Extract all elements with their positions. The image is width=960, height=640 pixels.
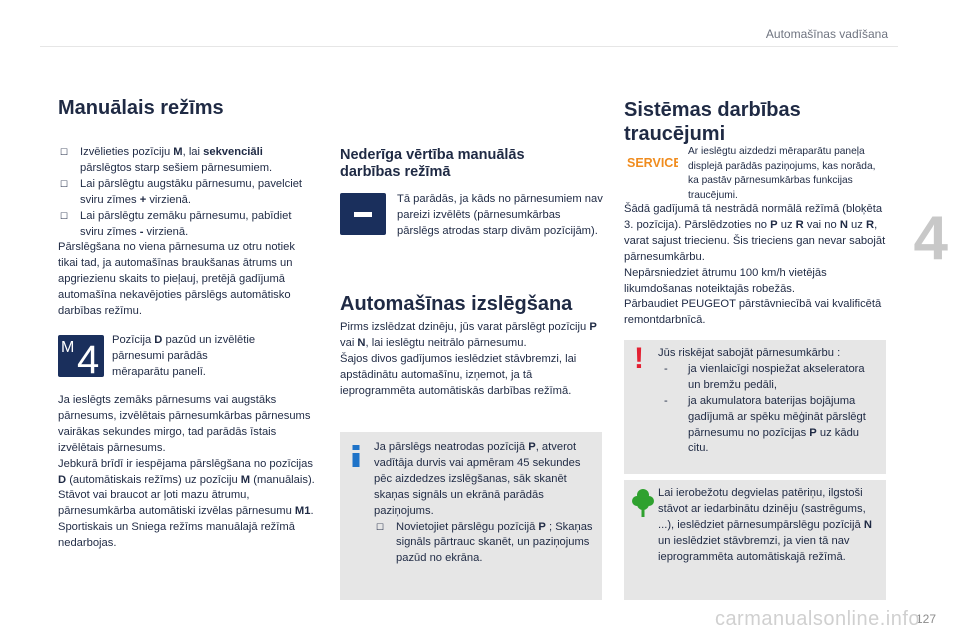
eco-box <box>624 480 886 600</box>
bullet-item: ☐ Novietojiet pārslēgu pozīcijā P ; Skaņas signāls pārtrauc skanēt, un paziņojums pazūd no ekrāna. <box>376 520 593 565</box>
manual-mode-title: Manuālais režīms <box>58 97 224 119</box>
header-divider <box>40 46 898 47</box>
warning-text: Jūs riskējat sabojāt pārnesumkārbu : - ja vienlaicīgi nospiežat akseleratora un bremžu pedāli, - ja akumulatora baterijas bojājuma gadījumā ar spēku mēģināt pārslēgt pārnesumu no pozīcijas P uz kādu citu. <box>658 346 880 457</box>
invalid-value-title: Nederīga vērtība manuālās darbības režīmā <box>340 147 525 181</box>
gear-display-letter: M <box>61 339 75 356</box>
malfunction-text: Šādā gadījumā tā nestrādā normālā režīmā (bloķēta 3. pozīcija). Pārslēdzoties no P uz R vai no N uz R, varat sajust triecienu. Šis trieciens gan nevar sabojāt pārnesumkārbu. Nepārsniedziet ātrumu 100 km/h vietējās likumdošanas noteiktajās robežās. Pārbaudiet PEUGEOT pārstāvniecībā vai kvalificētā remontdarbnīcā. <box>624 203 886 327</box>
bullet-item: ☐ Lai pārslēgtu zemāku pārnesumu, pabīdiet sviru zīmes - virzienā. <box>60 209 292 238</box>
bullet-item: ☐ Izvēlieties pozīciju M, lai sekvenciāli pārslēgtos starp sešiem pārnesumiem. <box>60 146 273 174</box>
info-text: Ja pārslēgs neatrodas pozīcijā P, atverot vadītāja durvis vai apmēram 45 sekundes pēc aizdedzes izslēgšanas, sāk skanēt skaņas signāls un ekrānā parādās paziņojums. ☐ Novietojiet pārslēgu pozīcijā P ; Skaņas signāls pārtrauc skanēt, un paziņojums pazūd no ekrāna. <box>374 440 596 567</box>
page-number: 127 <box>915 612 936 626</box>
malfunction-title: Sistēmas darbības traucējumi <box>624 99 801 145</box>
checkbox-bullet-icon: ☐ <box>60 178 69 189</box>
warning-item: - ja vienlaicīgi nospiežat akseleratora un bremžu pedāli, <box>664 362 865 391</box>
header-title: Automašīnas vadīšana <box>765 27 888 41</box>
chapter-number: 4 <box>913 204 948 273</box>
gear-display-number: 4 <box>77 338 100 377</box>
warning-item: - ja akumulatora baterijas bojājuma gadījumā ar spēku mēģināt pārslēgt pārnesumu no pozīcijas P uz kādu citu. <box>664 394 866 455</box>
minus-display-icon <box>340 193 386 235</box>
checkbox-bullet-icon: ☐ <box>60 210 69 221</box>
manual-mode-bullets <box>58 145 316 320</box>
exclamation-icon: ! <box>634 342 644 375</box>
manual-mode-details: Ja ieslēgts zemāks pārnesums vai augstāks pārnesums, izvēlētais pārnesumkārbas pārnesums vairākas sekundes mirgo, tad parādās īstais izvēlētais pārnesums. Jebkurā brīdī ir iespējama pārslēgšana no pozīcijas D (automātiskais režīms) uz pozīciju M (manuālais). Stāvot vai braucot ar ļoti mazu ātrumu, pārnesumkārba automātiski izvēlas pārnesumu M1. Sportiskais un Sniega režīms manuālajā režīmā nedarbojas. <box>58 394 315 550</box>
watermark: carmanualsonline.info <box>714 608 920 630</box>
engine-off-text: Pirms izslēdzat dzinēju, jūs varat pārslēgt pozīciju P vai N, lai ieslēgtu neitrālo pārnesumu. Šajos divos gadījumos ieslēdziet stāvbremzi, lai apstādinātu automašīnu, izņemot, ja tā ieprogrammēta automātiskās darbības režīmā. <box>340 321 597 397</box>
info-icon <box>351 445 361 467</box>
service-warning-icon <box>626 152 678 172</box>
invalid-value-text: Tā parādās, ja kāds no pārnesumiem nav pareizi izvēlēts (pārnesumkārbas pārslēgs atrodas starp divām pozīcijām). <box>397 193 603 237</box>
service-label: SERVICE <box>627 156 678 170</box>
gear-display-icon <box>58 335 104 377</box>
eco-text: Lai ierobežotu degvielas patēriņu, ilgstoši stāvot ar iedarbinātu dzinēju (sastrēgums, ...), ieslēdziet pārnesumpārslēgu pozīcijā N un ieslēdziet stāvbremzi, ja vien tā nav ieprogrammēta automātiskajā režīmā. <box>658 487 872 563</box>
warning-box <box>624 340 886 474</box>
gear-display-text: Pozīcija D pazūd un izvēlētie pārnesumi parādās mēraparātu panelī. <box>112 334 256 378</box>
service-text: Ar ieslēgtu aizdedzi mēraparātu paneļa displejā parādās paziņojums, kas norāda, ka pastāv pārnesumkārbas funkcijas traucējumi. <box>688 146 876 201</box>
checkbox-bullet-icon: ☐ <box>60 147 69 157</box>
eco-tree-icon <box>632 488 654 518</box>
engine-off-title: Automašīnas izslēgšana <box>340 293 573 315</box>
info-box <box>340 432 602 600</box>
checkbox-bullet-icon: ☐ <box>376 521 385 532</box>
bullet-item: ☐ Lai pārslēgtu augstāku pārnesumu, pavelciet sviru zīmes + virzienā. <box>60 177 303 206</box>
manual-mode-paragraph: Pārslēgšana no viena pārnesuma uz otru notiek tikai tad, ja automašīnas braukšanas ātrums un apgriezienu skaits to pieļauj, pretējā gadījumā automašīna nekavējoties pārslēgs automātisko darbības režīmu. <box>58 241 295 318</box>
